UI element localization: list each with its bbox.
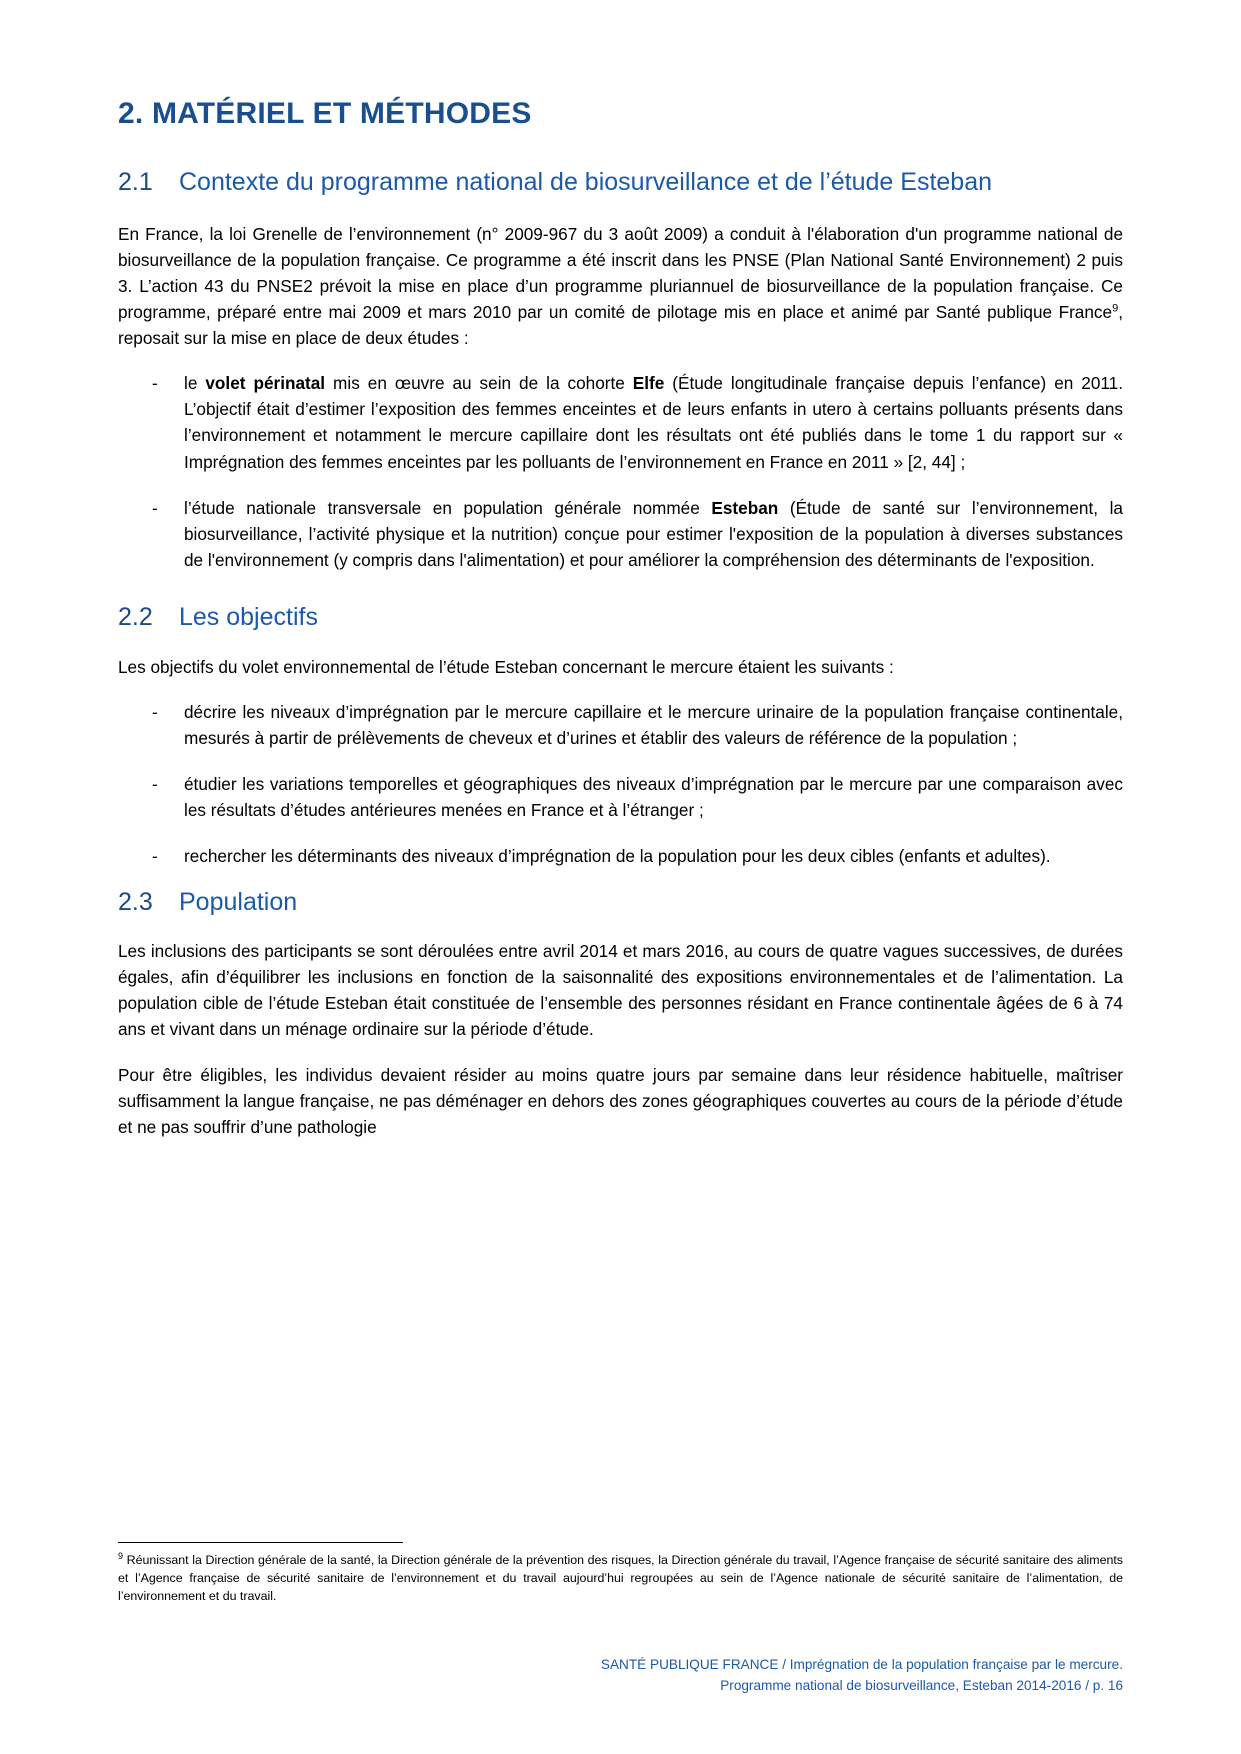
section-number: 2.1 xyxy=(118,168,153,196)
list-item xyxy=(118,843,1123,869)
paragraph-text-part-2: , reposait sur la mise en place de deux études : xyxy=(118,301,1123,349)
list-item xyxy=(118,495,1123,573)
paragraph-objectifs-intro: Les objectifs du volet environnemental de l’étude Esteban concernant le mercure étaient les suivants : xyxy=(118,656,894,677)
text-run-bold: Elfe xyxy=(632,373,665,394)
section-number: 2.3 xyxy=(118,887,153,916)
section-heading-2-1 xyxy=(118,166,1123,199)
list-etudes xyxy=(118,370,1123,573)
dash-bullet-icon: - xyxy=(152,373,158,394)
section-title: Population xyxy=(179,887,298,916)
section-title: Contexte du programme national de biosurveillance et de l’étude Esteban xyxy=(179,168,993,196)
list-item xyxy=(118,370,1123,475)
paragraph-contexte xyxy=(118,221,1123,352)
list-item-text xyxy=(184,498,1123,570)
footnote-body: Réunissant la Direction générale de la santé, la Direction générale de la prévention des risques, la Direction générale du travail, l’Agence française de sécurité sanitaire des aliments et l’Agence française de sécurité sanitaire de l’environnement et du travail aujourd’hui regroupées au sein de l’Agence nationale de sécurité sanitaire de l’alimentation, de l’environnement et du travail. xyxy=(118,1553,1123,1604)
footnote-separator xyxy=(118,1542,403,1543)
paragraph-text-part-1: En France, la loi Grenelle de l’environnement (n° 2009-967 du 3 août 2009) a conduit à l'élaboration d'un programme national de biosurveillance de la population française. Ce programme a été inscrit dans les PNSE (Plan National Santé Environnement) 2 puis 3. L’action 43 du PNSE2 prévoit la mise en place d’un programme pluriannuel de biosurveillance de la population française. Ce programme, préparé entre mai 2009 et mars 2010 par un comité de pilotage mis en place et animé par Santé publique France xyxy=(118,223,1123,322)
footer-line-2: Programme national de biosurveillance, Esteban 2014-2016 / p. 16 xyxy=(720,1677,1123,1693)
text-run: (Étude longitudinale française depuis l’enfance) en 2011. L’objectif était d’estimer l’exposition des femmes enceintes et de leurs enfants in utero à certains polluants présents dans l’environnement et notamment le mercure capillaire dont les résultats ont été publiés dans le tome 1 du rapport sur « Imprégnation des femmes enceintes par les polluants de l’environnement en France en 2011 » [2, 44] ; xyxy=(184,373,1124,472)
text-run-bold: Esteban xyxy=(711,497,779,518)
page-title: 2. MATÉRIEL ET MÉTHODES xyxy=(118,97,532,130)
footer-line-1: SANTÉ PUBLIQUE FRANCE / Imprégnation de la population française par le mercure. xyxy=(600,1656,1123,1672)
text-run-bold: volet périnatal xyxy=(205,373,326,394)
page-footer xyxy=(118,1654,1123,1696)
list-item-text: décrire les niveaux d’imprégnation par le mercure capillaire et le mercure urinaire de la population française continentale, mesurés à partir de prélèvements de cheveux et d’urines et établir des valeurs de référence de la population ; xyxy=(184,701,1123,748)
dash-bullet-icon: - xyxy=(152,701,158,722)
footnote-area xyxy=(118,1542,1123,1606)
text-run: l’étude nationale transversale en population générale nommée xyxy=(184,497,712,518)
list-item-text xyxy=(184,373,1123,471)
section-heading-2-2 xyxy=(118,601,1123,634)
text-run: mis en œuvre au sein de la cohorte xyxy=(325,373,633,394)
list-item-text: rechercher les déterminants des niveaux d’imprégnation de la population pour les deux cibles (enfants et adultes). xyxy=(184,846,1051,867)
section-title: Les objectifs xyxy=(179,603,318,632)
dash-bullet-icon: - xyxy=(152,497,158,518)
footnote-text xyxy=(118,1552,1123,1606)
footnote-reference-9: 9 xyxy=(1112,302,1119,315)
section-number: 2.2 xyxy=(118,603,153,632)
paragraph-population-2: Pour être éligibles, les individus devaient résider au moins quatre jours par semaine dans leur résidence habituelle, maîtriser suffisamment la langue française, ne pas déménager en dehors des zones géographiques couvertes au cours de la période d’étude et ne pas souffrir d’une pathologie xyxy=(118,1064,1123,1137)
paragraph-population-1: Les inclusions des participants se sont déroulées entre avril 2014 et mars 2016, au cours de quatre vagues successives, de durées égales, afin d’équilibrer les inclusions en fonction de la saisonnalité des expositions environnementales et de l’alimentation. La population cible de l’étude Esteban était constituée de l’ensemble des personnes résidant en France continentale âgées de 6 à 74 ans et vivant dans un ménage ordinaire sur la période d’étude. xyxy=(118,941,1123,1040)
list-item-text: étudier les variations temporelles et géographiques des niveaux d’imprégnation par le mercure par une comparaison avec les résultats d’études antérieures menées en France et à l’étranger ; xyxy=(184,774,1123,821)
list-item xyxy=(118,771,1123,823)
list-item xyxy=(118,699,1123,751)
list-objectifs xyxy=(118,699,1123,870)
footnote-marker: 9 xyxy=(118,1550,124,1561)
spacer xyxy=(118,589,1123,601)
text-run: (Étude de santé sur l’environnement, la biosurveillance, l’activité physique et la nutrition) conçue pour estimer l'exposition de la population à diverses substances de l'environnement (y compris dans l'alimentation) et pour améliorer la compréhension des déterminants de l'exposition. xyxy=(184,497,1123,571)
text-run: le xyxy=(184,373,206,394)
section-heading-2-3 xyxy=(118,886,1123,919)
dash-bullet-icon: - xyxy=(152,774,158,795)
dash-bullet-icon: - xyxy=(152,846,158,867)
